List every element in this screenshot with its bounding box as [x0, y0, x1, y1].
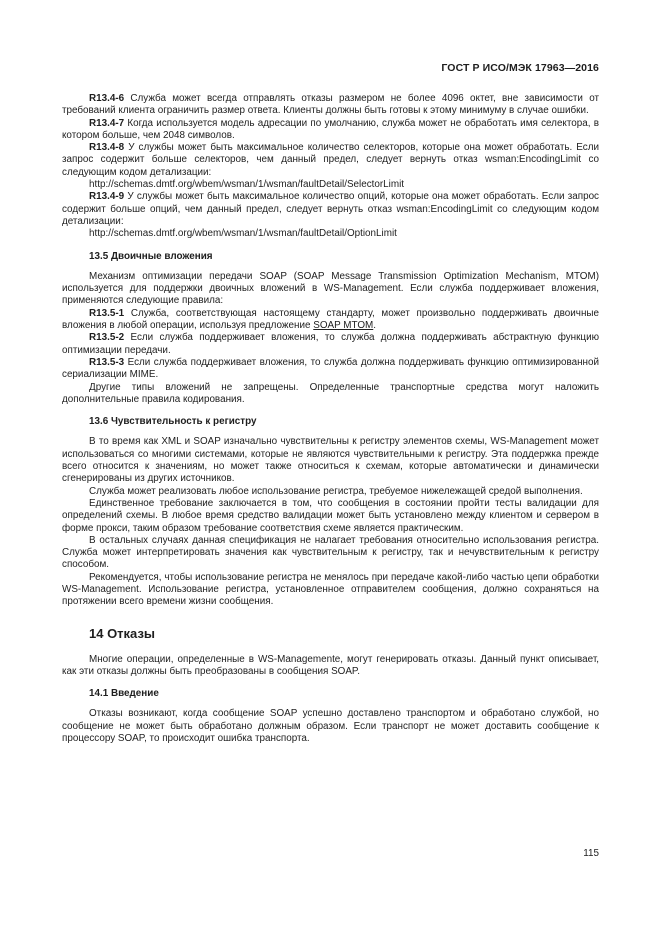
- requirement-code: R13.4-7: [89, 117, 125, 129]
- heading-13-5: 13.5 Двоичные вложения: [89, 250, 213, 262]
- requirement-r13-4-7: [62, 118, 599, 143]
- paragraph: Механизм оптимизации передачи SOAP (SOAP Message Transmission Optimization Mechanism, MTOM) используется для поддержки двоичных вложений в WS-Management. Если служба поддерживает вложения, применяются следующие правила:: [62, 270, 599, 307]
- heading-14-1: 14.1 Введение: [89, 688, 159, 700]
- running-header: ГОСТ Р ИСО/МЭК 17963—2016: [441, 62, 599, 74]
- heading-13-6: 13.6 Чувствительность к регистру: [89, 416, 257, 428]
- requirement-text: Когда используется модель адресации по умолчанию, служба может не обработать имя селектора, в котором больше, чем 2048 символов.: [62, 117, 599, 141]
- requirement-code: R13.4-6: [89, 93, 125, 104]
- requirement-code: R13.4-8: [89, 142, 125, 154]
- requirement-code: R13.5-2: [89, 332, 125, 344]
- page-body: [62, 93, 599, 745]
- paragraph: В то время как XML и SOAP изначально чувствительны к регистру элементов схемы, WS-Management может использоваться со многими системами, которые не являются чувствительными к регистру. Эта поддержка прежде всего относится к значениям, но может также относиться к схемам, которые автоматически и динамически сгенерированы из других источников.: [62, 436, 599, 485]
- requirement-code: R13.5-3: [89, 356, 125, 368]
- requirement-code: R13.4-9: [89, 191, 125, 203]
- soap-mtom-link[interactable]: SOAP MTOM: [313, 320, 374, 332]
- fault-detail-uri: http://schemas.dmtf.org/wbem/wsman/1/wsman/faultDetail/SelectorLimit: [89, 179, 405, 191]
- requirement-text: Если служба поддерживает вложения, то служба должна поддерживать абстрактную функцию оптимизации передачи.: [62, 332, 599, 356]
- punctuation: .: [373, 320, 376, 332]
- requirement-text: У службы может быть максимальное количество опций, которые она может обработать. Если запрос содержит больше опций, чем данный предел, следует вернуть отказ wsman:EncodingLimit со следующим кодом детализации:: [62, 191, 599, 227]
- heading-14: 14 Отказы: [89, 625, 156, 641]
- fault-detail-uri: http://schemas.dmtf.org/wbem/wsman/1/wsman/faultDetail/OptionLimit: [89, 228, 397, 240]
- requirement-r13-5-1: [62, 308, 599, 333]
- requirement-text: Если служба поддерживает вложения, то служба должна поддерживать функцию оптимизированной сериализации MIME.: [62, 356, 599, 381]
- paragraph: Рекомендуется, чтобы использование регистра не менялось при передаче какой-либо частью цепи обработки WS-Management. Использование регистра, установленное отправителем сообщения, должно сохраняться на протяжении всего времени жизни сообщения.: [62, 571, 599, 608]
- requirement-text: У службы может быть максимальное количество селекторов, которые она может обработать. Если запрос содержит больше селекторов, чем данный предел, следует вернуть отказ wsman:EncodingLimit со следующим кодом детализации:: [62, 142, 599, 178]
- requirement-r13-4-9: [62, 191, 599, 228]
- requirement-r13-5-3: [62, 357, 599, 382]
- paragraph: Единственное требование заключается в том, что сообщения в состоянии пройти тесты валидации для определений схемы. В любое время средство валидации может быть установлено между клиентом и сервером в форме прокси, таким образом требование соответствия схеме является практическим.: [62, 497, 599, 534]
- requirement-r13-4-6: [62, 93, 599, 118]
- paragraph: Многие операции, определенные в WS-Managemente, могут генерировать отказы. Данный пункт описывает, как эти отказы должны быть преобразованы в сообщения SOAP.: [62, 653, 599, 677]
- paragraph: Другие типы вложений не запрещены. Определенные транспортные средства могут наложить дополнительные правила кодирования.: [62, 381, 599, 405]
- requirement-r13-5-2: [62, 332, 599, 357]
- page-number: 115: [583, 848, 599, 859]
- requirement-text: Служба может всегда отправлять отказы размером не более 4096 октет, вне зависимости от требований клиента ограничить размер ответа. Клиенты должны быть готовы к этому минимуму в случае ошибки.: [62, 93, 599, 117]
- paragraph: В остальных случаях данная спецификация не налагает требования относительно использования регистра. Служба может интерпретировать значения как чувствительным к регистру, так и нечувствительным к регистру способом.: [62, 534, 599, 571]
- requirement-r13-4-8: [62, 142, 599, 179]
- requirement-code: R13.5-1: [89, 307, 125, 319]
- paragraph: Служба может реализовать любое использование регистра, требуемое нижележащей средой выполнения.: [89, 485, 583, 497]
- requirement-text: Служба, соответствующая настоящему стандарту, может произвольно поддерживать двоичные вложения в любой операции, используя предложение: [62, 307, 599, 332]
- paragraph: Отказы возникают, когда сообщение SOAP успешно доставлено транспортом и обработано службой, но сообщение не может быть обработано должным образом. Если транспорт не может доставить сообщение к процессору SOAP, то происходит ошибка транспорта.: [62, 708, 599, 745]
